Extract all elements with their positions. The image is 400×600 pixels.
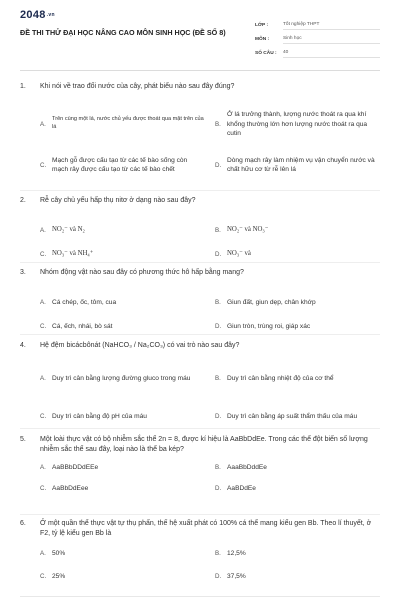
exam-title: ĐỀ THI THỬ ĐẠI HỌC NÂNG CAO MÔN SINH HỌC (ĐỀ SỐ 8) [20,28,226,37]
option-c[interactable] [40,248,205,260]
meta-subject-row [255,30,380,44]
option-a[interactable] [40,461,205,473]
option-letter: C. [40,322,47,330]
meta-label: SỐ CÂU : [255,51,277,56]
question-stem [20,268,380,278]
option-letter: A. [40,120,46,128]
option-text: Cá, ếch, nhái, bò sát [52,322,113,330]
option-letter: B. [215,463,221,471]
exam-meta [255,16,380,58]
option-text: NO₂⁻ và N₂ [52,226,85,234]
question-divider [20,428,380,429]
question-text: Khi nói về trao đổi nước của cây, phát biểu nào sau đây đúng? [40,83,235,90]
option-text: Duy trì cân bằng áp suất thẩm thấu của máu [227,412,358,420]
header-divider [20,70,380,71]
option-letter: B. [215,298,221,306]
option-text: Duy trì cân bằng lượng đường gluco trong máu [52,374,191,382]
question-text: Rễ cây chủ yếu hấp thụ nitơ ở dạng nào sau đây? [40,197,196,204]
option-d[interactable] [215,320,380,332]
option-text: 37,5% [227,572,246,580]
option-letter: C. [40,412,47,420]
question-number: 6. [20,520,26,527]
option-b[interactable] [215,296,380,308]
option-c[interactable] [40,320,205,332]
question-divider [20,514,380,515]
option-letter: B. [215,120,221,128]
option-letter: C. [40,161,47,169]
option-b[interactable] [215,106,380,142]
option-c[interactable] [40,482,205,494]
option-a[interactable] [40,224,205,236]
option-letter: B. [215,374,221,382]
option-text: Mạch gỗ được cấu tạo từ các tế bào sống còn mạch rây được cấu tạo từ các tế bào chết [52,156,188,174]
option-letter: A. [40,298,46,306]
option-letter: A. [40,374,46,382]
option-d[interactable] [215,482,380,494]
option-a[interactable] [40,365,205,391]
options [20,92,380,182]
option-text: Duy trì cân bằng nhiệt độ của cơ thể [227,374,334,382]
option-letter: B. [215,549,221,557]
option-d[interactable] [215,147,380,183]
option-text: Dòng mạch rây làm nhiệm vụ vận chuyển nước và chất hữu cơ từ rễ lên lá [227,156,375,174]
question-text: Một loài thực vật có bộ nhiễm sắc thể 2n = 8, được kí hiệu là AaBbDdEe. Trong các thể đột biến số lượng nhiễm sắc thể sau đây, loại nào là thể ba kép? [40,436,368,454]
question-number: 2. [20,197,26,204]
question-number: 3. [20,269,26,276]
page-bottom-divider [20,596,380,597]
question-text: Nhóm động vật nào sau đây có phương thức hô hấp bằng mang? [40,269,244,276]
option-text: Duy trì cân bằng độ pH của máu [52,412,147,420]
question-stem [20,435,380,455]
question-divider [20,262,380,263]
option-text: 12,5% [227,549,246,557]
option-text: NO₂⁻ và NO₃⁻ [227,226,269,234]
option-letter: C. [40,572,47,580]
option-text: Trên cùng một lá, nước chủ yếu được thoát qua mặt trên của lá [52,116,204,131]
option-b[interactable] [215,547,380,559]
option-text: Ở lá trưởng thành, lượng nước thoát ra qua khí khổng thường lớn hơn lượng nước thoát ra qua cutin [227,111,368,137]
option-a[interactable] [40,296,205,308]
question-stem [20,82,380,92]
question-2 [20,196,380,264]
option-letter: A. [40,463,46,471]
option-text: 50% [52,549,66,557]
meta-label: MÔN : [255,37,270,42]
option-b[interactable] [215,365,380,391]
option-text: 25% [52,572,66,580]
option-text: Giun tròn, trùng roi, giáp xác [227,322,311,330]
option-letter: D. [215,484,222,492]
option-letter: C. [40,484,47,492]
option-c[interactable] [40,570,205,582]
option-d[interactable] [215,570,380,582]
question-text: Ở một quần thể thực vật tự thụ phấn, thế hệ xuất phát có 100% cá thể mang kiểu gen Bb. Theo lí thuyết, ở F2, tỷ lệ kiểu gen Bb là [40,520,372,538]
question-4 [20,341,380,431]
question-1 [20,82,380,182]
option-letter: C. [40,250,47,258]
question-number: 1. [20,83,26,90]
option-letter: D. [215,250,222,258]
logo-suffix: .vn [46,12,55,19]
meta-value: Sinh học [283,36,380,44]
question-3 [20,268,380,336]
question-divider [20,334,380,335]
question-6 [20,519,380,591]
option-text: NO₃⁻ và [227,250,251,258]
option-text: AaBDdEe [227,484,256,492]
options [20,351,380,431]
options [20,539,380,591]
options [20,278,380,336]
option-letter: A. [40,226,46,234]
option-text: Cá chép, ốc, tôm, cua [52,298,117,306]
option-text: Giun đất, giun dẹp, chân khớp [227,298,316,306]
option-b[interactable] [215,461,380,473]
site-logo[interactable] [20,9,55,21]
option-d[interactable] [215,248,380,260]
meta-label: LỚP : [255,23,269,28]
question-divider [20,190,380,191]
option-a[interactable] [40,547,205,559]
option-d[interactable] [215,403,380,429]
option-letter: B. [215,226,221,234]
option-c[interactable] [40,147,205,183]
logo-main: 2048 [20,9,46,21]
meta-count-row [255,44,380,58]
question-text: Hệ đệm bicácbônát (NaHCO₃ / Na₂CO₃) có vai trò nào sau đây? [40,342,240,349]
question-stem [20,519,380,539]
options [20,206,380,264]
question-number: 4. [20,342,26,349]
meta-value: Tốt nghiệp THPT [283,22,380,30]
meta-class-row [255,16,380,30]
question-stem [20,196,380,206]
option-c[interactable] [40,403,205,429]
option-a[interactable] [40,106,205,142]
question-5 [20,435,380,507]
option-letter: D. [215,572,222,580]
options [20,455,380,507]
option-letter: D. [215,412,222,420]
option-letter: D. [215,161,222,169]
question-stem [20,341,380,351]
option-letter: A. [40,549,46,557]
option-b[interactable] [215,224,380,236]
option-text: AaaBbDddEe [227,463,267,471]
option-text: AaBbDdEee [52,484,89,492]
meta-value: 40 [283,50,380,58]
option-text: AaBBbDDdEEe [52,463,99,471]
option-letter: D. [215,322,222,330]
question-number: 5. [20,436,26,443]
option-text: NO₃⁻ và NH₄⁺ [52,250,94,258]
